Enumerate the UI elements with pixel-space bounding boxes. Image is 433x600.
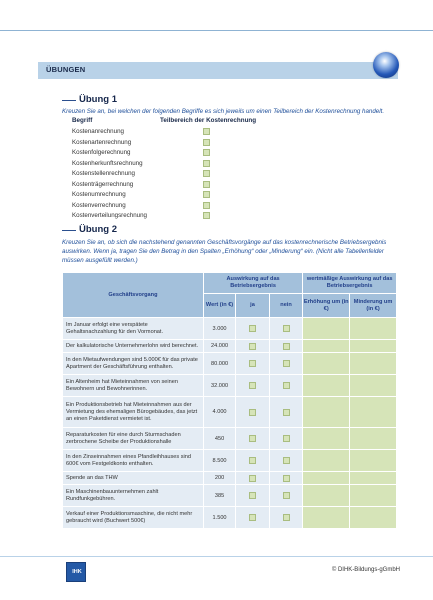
list-item xyxy=(72,127,222,138)
table-row xyxy=(63,318,396,339)
ja-cell xyxy=(236,375,269,396)
header-minderung: Minderung um (in €) xyxy=(350,294,396,317)
table-row xyxy=(63,472,396,484)
vorgang-cell: Verkauf einer Produktionsmaschine, die nicht mehr gebraucht wird (Buchwert 500€) xyxy=(63,507,203,528)
list-item xyxy=(72,148,222,159)
wert-cell: 1.500 xyxy=(204,507,235,528)
ja-checkbox[interactable] xyxy=(249,435,256,442)
list-item xyxy=(72,159,222,170)
copyright: © DIHK-Bildungs-gGmbH xyxy=(331,567,400,573)
list-item-label: Kostenfolgerechnung xyxy=(72,149,131,156)
wert-cell: 80.000 xyxy=(204,353,235,374)
wert-cell: 8.500 xyxy=(204,450,235,471)
minderung-input[interactable] xyxy=(350,507,396,528)
ja-checkbox[interactable] xyxy=(249,382,256,389)
minderung-input[interactable] xyxy=(350,353,396,374)
vorgang-cell: In den Mietaufwendungen sind 5.000€ für das private Apartment der Geschäftsführung enthalten. xyxy=(63,353,203,374)
ja-cell xyxy=(236,318,269,339)
list-item-label: Kostenstellenrechnung xyxy=(72,170,135,177)
header-group1: Auswirkung auf das Betriebsergebnis xyxy=(204,273,302,293)
nein-checkbox[interactable] xyxy=(283,457,290,464)
nein-cell xyxy=(270,353,303,374)
nein-checkbox[interactable] xyxy=(283,492,290,499)
checkbox[interactable] xyxy=(203,128,210,135)
exercise1-instruction: Kreuzen Sie an, bei welchen der folgenden Begriffe es sich jeweils um einen Teilbereich der Kostenrechnung handelt. xyxy=(62,108,385,115)
list-item-label: Kostenverteilungsrechnung xyxy=(72,212,147,219)
minderung-input[interactable] xyxy=(350,450,396,471)
wert-cell: 200 xyxy=(204,472,235,484)
erhoehung-input[interactable] xyxy=(303,472,349,484)
list-item-label: Kostenumrechnung xyxy=(72,191,126,198)
section-title: ÜBUNGEN xyxy=(46,65,86,74)
wert-cell: 4.000 xyxy=(204,397,235,427)
checkbox[interactable] xyxy=(203,149,210,156)
vorgang-cell: Ein Maschinenbauunternehmen zahlt Rundfunkgebühren. xyxy=(63,485,203,506)
header-nein: nein xyxy=(270,294,303,317)
nein-checkbox[interactable] xyxy=(283,435,290,442)
checkbox[interactable] xyxy=(203,181,210,188)
table-row xyxy=(63,397,396,427)
exercise2-instruction: Kreuzen Sie an, ob sich die nachstehend genannten Geschäftsvorgänge auf das kostenrechnerische Betriebsergebnis auswirken. Wenn ja, tragen Sie den Betrag in den Spalten „Erhöhung“ oder „Minderung“ ein. (Nicht alle Tabellenfelder müssen ausgefüllt werden.) xyxy=(62,239,387,264)
list-item-label: Kostenträgerrechnung xyxy=(72,180,134,188)
ja-cell xyxy=(236,450,269,471)
nein-cell xyxy=(270,318,303,339)
list-item-label: Kostenherkunftsrechnung xyxy=(72,159,143,167)
header-wert: Wert (in €) xyxy=(204,294,235,317)
nein-checkbox[interactable] xyxy=(283,514,290,521)
nein-checkbox[interactable] xyxy=(283,409,290,416)
exercise2-table xyxy=(62,272,397,529)
exercise1-heading xyxy=(62,95,172,107)
checkbox[interactable] xyxy=(203,202,210,209)
minderung-input[interactable] xyxy=(350,375,396,396)
minderung-input[interactable] xyxy=(350,472,396,484)
exercise1-title: Übung 1 xyxy=(79,94,117,105)
globe-icon xyxy=(373,52,399,78)
nein-cell xyxy=(270,340,303,352)
ja-checkbox[interactable] xyxy=(249,492,256,499)
table-row xyxy=(63,375,396,396)
vorgang-cell: Im Januar erfolgt eine verspätete Gehaltsnachzahlung für den Vormonat. xyxy=(63,318,203,339)
ihk-logo xyxy=(66,562,86,582)
minderung-input[interactable] xyxy=(350,485,396,506)
ja-checkbox[interactable] xyxy=(249,514,256,521)
nein-cell xyxy=(270,397,303,427)
checkbox[interactable] xyxy=(203,139,210,146)
vorgang-cell: Der kalkulatorische Unternehmerlohn wird berechnet. xyxy=(63,340,203,352)
list-item xyxy=(72,169,222,180)
nein-cell xyxy=(270,428,303,449)
erhoehung-input[interactable] xyxy=(303,485,349,506)
ja-checkbox[interactable] xyxy=(249,343,256,350)
list-item xyxy=(72,190,222,201)
header-erhoehung: Erhöhung um (in €) xyxy=(303,294,349,317)
erhoehung-input[interactable] xyxy=(303,318,349,339)
table-row xyxy=(63,428,396,449)
list-item xyxy=(72,138,222,149)
erhoehung-input[interactable] xyxy=(303,450,349,471)
list-item-label: Kostenartenrechnung xyxy=(72,138,132,146)
nein-checkbox[interactable] xyxy=(283,360,290,367)
minderung-input[interactable] xyxy=(350,340,396,352)
checkbox[interactable] xyxy=(203,191,210,198)
ja-cell xyxy=(236,472,269,484)
erhoehung-input[interactable] xyxy=(303,507,349,528)
wert-cell: 24.000 xyxy=(204,340,235,352)
wert-cell: 32.000 xyxy=(204,375,235,396)
nein-checkbox[interactable] xyxy=(283,475,290,482)
table-row xyxy=(63,340,396,352)
ja-checkbox[interactable] xyxy=(249,360,256,367)
erhoehung-input[interactable] xyxy=(303,340,349,352)
header-vorgang: Geschäftsvorgang xyxy=(63,273,203,317)
header-group2: wertmäßige Auswirkung auf das Betriebsergebnis xyxy=(303,273,396,293)
ja-cell xyxy=(236,397,269,427)
column-term: Begriff xyxy=(72,117,93,124)
exercise1-list xyxy=(72,127,222,222)
erhoehung-input[interactable] xyxy=(303,375,349,396)
ja-cell xyxy=(236,353,269,374)
table-row xyxy=(63,450,396,471)
nein-cell xyxy=(270,472,303,484)
checkbox[interactable] xyxy=(203,170,210,177)
ja-checkbox[interactable] xyxy=(249,475,256,482)
list-item xyxy=(72,211,222,222)
vorgang-cell: Ein Altenheim hat Mieteinnahmen von seinen Bewohnern und Bewohnerinnen. xyxy=(63,375,203,396)
wert-cell: 385 xyxy=(204,485,235,506)
nein-cell xyxy=(270,485,303,506)
list-item xyxy=(72,201,222,212)
ja-cell xyxy=(236,340,269,352)
ja-checkbox[interactable] xyxy=(249,409,256,416)
table-row xyxy=(63,485,396,506)
minderung-input[interactable] xyxy=(350,318,396,339)
nein-cell xyxy=(270,375,303,396)
nein-checkbox[interactable] xyxy=(283,325,290,332)
vorgang-cell: In den Zinseinnahmen eines Pfandleihhauses sind 600€ vom Festgeldkonto enthalten. xyxy=(63,450,203,471)
list-item-label: Kostenanrechnung xyxy=(72,128,124,135)
exercise2-heading xyxy=(62,225,172,237)
ihk-logo-text: IHK xyxy=(72,569,82,575)
table-row xyxy=(63,507,396,528)
erhoehung-input[interactable] xyxy=(303,353,349,374)
header-ja: ja xyxy=(236,294,269,317)
list-item-label: Kostenverrechnung xyxy=(72,201,126,209)
erhoehung-input[interactable] xyxy=(303,397,349,427)
top-rule xyxy=(0,30,433,31)
exercise2-title: Übung 2 xyxy=(79,224,117,235)
ja-checkbox[interactable] xyxy=(249,457,256,464)
vorgang-cell: Reparaturkosten für eine durch Sturmschaden zerbrochene Scheibe der Produktionshalle xyxy=(63,428,203,449)
vorgang-cell: Spende an das THW xyxy=(63,472,203,484)
minderung-input[interactable] xyxy=(350,397,396,427)
nein-cell xyxy=(270,507,303,528)
nein-checkbox[interactable] xyxy=(283,343,290,350)
minderung-input[interactable] xyxy=(350,428,396,449)
column-part: Teilbereich der Kostenrechnung xyxy=(160,117,257,124)
checkbox[interactable] xyxy=(203,212,210,219)
wert-cell: 450 xyxy=(204,428,235,449)
nein-cell xyxy=(270,450,303,471)
erhoehung-input[interactable] xyxy=(303,428,349,449)
list-item xyxy=(72,180,222,191)
section-header-bar xyxy=(38,62,398,79)
table-row xyxy=(63,353,396,374)
bottom-rule xyxy=(0,556,433,557)
vorgang-cell: Ein Produktionsbetrieb hat Mieteinnahmen aus der Vermietung des ehemaligen Bürogebäudes, das jetzt an einen Paketdienst vermietet ist. xyxy=(63,397,203,427)
ja-checkbox[interactable] xyxy=(249,325,256,332)
ja-cell xyxy=(236,428,269,449)
nein-checkbox[interactable] xyxy=(283,382,290,389)
ja-cell xyxy=(236,507,269,528)
ja-cell xyxy=(236,485,269,506)
checkbox[interactable] xyxy=(203,160,210,167)
wert-cell: 3.000 xyxy=(204,318,235,339)
